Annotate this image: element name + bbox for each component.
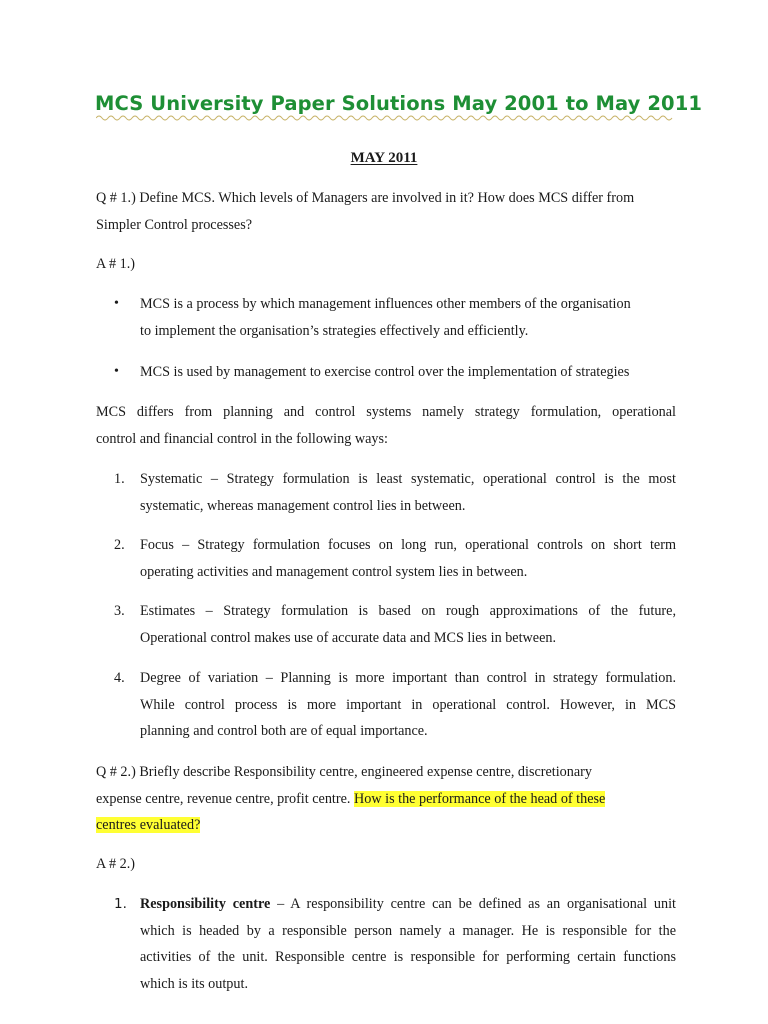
- answer-1-label: A # 1.): [96, 256, 136, 272]
- bullet-item-line-1: MCS is a process by which management influences other members of the organisation: [140, 296, 631, 312]
- question-2-line-3: [96, 812, 676, 839]
- list-item-line: Operational control makes use of accurate data and MCS lies in between.: [140, 629, 557, 646]
- list-item-line: Degree of variation – Planning is more important than control in strategy formulation.: [140, 670, 676, 686]
- list-item-line: activities of the unit. Responsible centre is responsible for performing certain functions: [140, 949, 676, 965]
- list-item-line: Systematic – Strategy formulation is least systematic, operational control is the most: [140, 471, 676, 487]
- term-bold: Responsibility centre: [140, 896, 271, 912]
- question-1-line-2: Simpler Control processes?: [96, 216, 253, 233]
- list-number: 2.: [114, 537, 125, 553]
- term-definition: – A responsibility centre can be defined as an organisational unit: [270, 896, 677, 912]
- highlighted-text: centres evaluated?: [96, 817, 201, 833]
- bullet-item-line-2: to implement the organisation’s strategies effectively and efficiently.: [140, 322, 529, 339]
- question-1: [96, 185, 676, 238]
- highlighted-text: How is the performance of the head of these: [354, 790, 606, 807]
- differs-paragraph: [96, 399, 676, 452]
- bullet-item-line-1: MCS is used by management to exercise control over the implementation of strategies: [140, 364, 630, 380]
- question-2-plain-text: expense centre, revenue centre, profit centre.: [96, 790, 354, 807]
- paragraph-line: MCS differs from planning and control systems namely strategy formulation, operational: [96, 404, 676, 420]
- list-item-line: systematic, whereas management control lies in between.: [140, 497, 466, 514]
- bullet-item: [140, 291, 676, 344]
- list-item: [140, 532, 676, 585]
- list-item: [140, 466, 676, 519]
- answer-2-label: A # 2.): [96, 856, 136, 872]
- list-item-line: Estimates – Strategy formulation is based on rough approximations of the future,: [140, 603, 676, 619]
- list-item-line: While control process is more important in operational control. However, in MCS: [140, 696, 676, 713]
- list-item-line: Focus – Strategy formulation focuses on long run, operational controls on short term: [140, 537, 676, 553]
- list-item: [140, 598, 676, 651]
- bullet-item: [140, 359, 676, 386]
- question-2: [96, 759, 676, 839]
- question-2-line-1: Q # 2.) Briefly describe Responsibility centre, engineered expense centre, discretionary: [96, 764, 592, 780]
- bullet-dot-icon: •: [114, 364, 119, 379]
- bullet-dot-icon: •: [114, 296, 119, 311]
- list-number: 1.: [114, 896, 127, 912]
- paragraph-line: control and financial control in the following ways:: [96, 430, 388, 447]
- question-2-line-2: [96, 786, 676, 813]
- list-item-line: which is headed by a responsible person namely a manager. He is responsible for the: [140, 922, 676, 939]
- list-item-line: operating activities and management control system lies in between.: [140, 563, 528, 580]
- list-number: 1.: [114, 471, 125, 487]
- list-item-line: planning and control both are of equal importance.: [140, 723, 428, 739]
- list-item: [140, 891, 676, 997]
- list-item-line: which is its output.: [140, 975, 248, 992]
- title-wavy-underline: [96, 114, 674, 122]
- document-title: MCS University Paper Solutions May 2001 to May 2011: [95, 92, 703, 115]
- list-number: 4.: [114, 670, 125, 686]
- list-number: 3.: [114, 603, 125, 619]
- question-1-line-1: Q # 1.) Define MCS. Which levels of Managers are involved in it? How does MCS differ from: [96, 190, 635, 206]
- list-item-line: [140, 891, 676, 918]
- section-heading: MAY 2011: [350, 150, 418, 166]
- list-item: [140, 665, 676, 745]
